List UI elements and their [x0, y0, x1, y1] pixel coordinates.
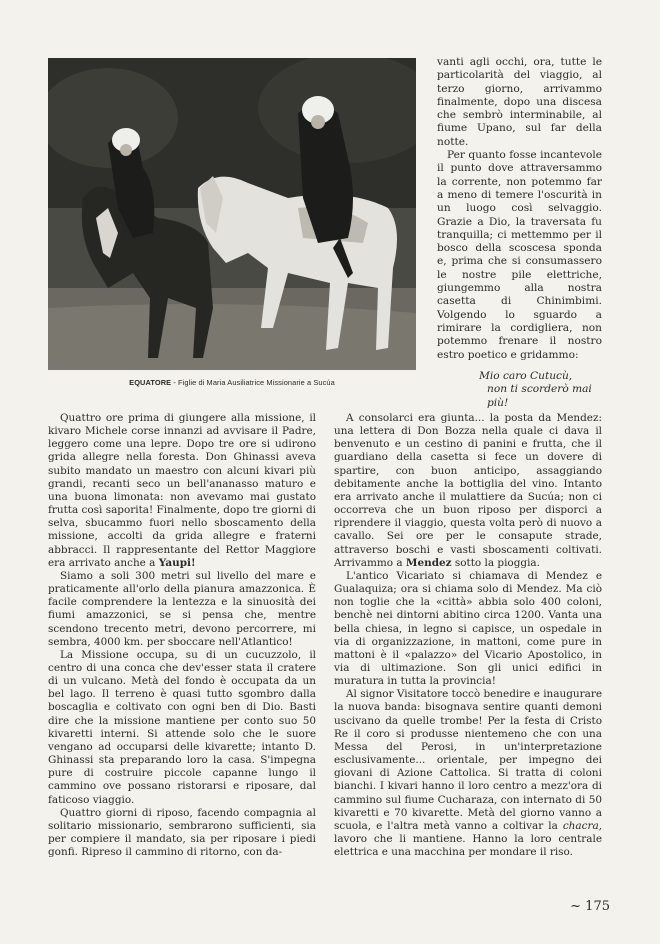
emphasis-chacra: chacra,	[562, 819, 602, 832]
paragraph: Quattro giorni di riposo, facendo compagnia al solitario missionario, sembrarono sufficienti, sia per compiere il mandato, sia per riposare i piedi gonfi. Ripreso il cammino di ritorno, con da-	[48, 806, 316, 859]
right-top-column	[437, 56, 602, 362]
paragraph: Per quanto fosse incantevole il punto dove attraversammo la corrente, non potemmo far a meno di temere l'oscurità in un luogo così selvaggio. Grazie a Dio, la traversata fu tranquilla; ci mettemmo per il bosco della scoscesa sponda e, prima che si consumassero le nostre pile elettriche, giungemmo alla nostra casetta di Chinimbimi. Volgendo lo sguardo a rimirare la cordigliera, non potemmo frenare il nostro estro poetico e gridammo:	[437, 149, 602, 361]
paragraph-text: Al signor Visitatore toccò benedire e inaugurare la nuova banda: bisognava sentire quanti demoni uscivano da quelle trombe! Per la festa di Cristo Re il coro si produsse nientemeno che con una Messa del Perosi, in un'interpretazione esclusivamente... orientale, per impegno dei giovani di Azione Cattolica. Si tratta di coloni bianchi. I kivari hanno il loro centro a mezz'ora di cammino sul fiume Cucharaza, con internato di 50 kivaretti e 70 kivarette. Metà del giorno vanno a scuola, e l'altra metà vanno a coltivar la	[334, 688, 602, 832]
photo-horses-nuns-icon	[48, 58, 416, 370]
photo-caption	[48, 378, 416, 387]
right-column	[334, 412, 602, 859]
paragraph-text: A consolarci era giunta... la posta da Mendez: una lettera di Don Bozza nella quale ci dava il benvenuto e un cestino di panini e frutta, che il guardiano della casetta si fece un dovere di spartire, con buon anticipo, assaggiando debitamente anche la bottiglia del vino. Intanto era arrivato anche il mulattiere da Sucúa; non ci occorreva che un buon riposo per disporci a riprendere il viaggio, questa volta però di nuovo a cavallo. Sei ore per le consapute strade, attraverso boschi e vasti sboscamenti coltivati. Arrivammo a	[334, 412, 602, 569]
paragraph	[48, 412, 316, 570]
paragraph: L'antico Vicariato si chiamava di Mendez e Gualaquiza; ora si chiama solo di Mendez. Ma ciò non toglie che la «città» abbia solo 400 coloni, benchè nei dintorni abitino circa 1200. Vanta una bella chiesa, in legno si capisce, un ospedale in via di organizzazione, in mattoni, come pure in mattoni è il «palazzo» del Vicario Apostolico, in via di ultimazione. Son gli unici edifici in muratura in tutta la provincia!	[334, 569, 602, 688]
paragraph	[334, 688, 602, 859]
paragraph-text: sotto la pioggia.	[451, 556, 540, 569]
poem	[437, 370, 602, 410]
caption-place: EQUATORE	[129, 378, 172, 387]
emphasis-yaupi: Yaupi!	[158, 556, 196, 569]
paragraph: Siamo a soli 300 metri sul livello del mare e praticamente all'orlo della pianura amazzonica. È facile comprendere la lentezza e la sinuosità dei fiumi amazzonici, se si pensa che, mentre scendono trecento metri, devono percorrere, mi sembra, 4000 km. per sboccare nell'Atlantico!	[48, 569, 316, 648]
left-column	[48, 412, 316, 859]
paragraph: La Missione occupa, su di un cucuzzolo, il centro di una conca che dev'esser stata il cratere di un vulcano. Metà del fondo è occupata da un bel lago. Il terreno è quasi tutto sgombro dalla boscaglia e coltivato con ogni ben di Dio. Basti dire che la missione mantiene per conto suo 50 kivaretti interni. Si attende solo che le suore vengano ad occuparsi delle kivarette; intanto D. Ghinassi sta preparando loro la casa. S'impegna pure di costruire piccole capanne lungo il cammino ove possano ristorarsi e riposare, dal faticoso viaggio.	[48, 648, 316, 806]
paragraph: vanti agli occhi, ora, tutte le particolarità del viaggio, al terzo giorno, arrivammo finalmente, dopo una discesa che sembrò interminabile, al fiume Upano, sul far della notte.	[437, 56, 602, 148]
paragraph-text: Quattro ore prima di giungere alla missione, il kivaro Michele corse innanzi ad avvisare il Padre, leggero come una lepre. Dopo tre ore si udirono grida allegre nella foresta. Don Ghinassi aveva subito mandato un maestro con alcuni kivari più grandi, recanti seco un bell'ananasso maturo e una buona limonata: non avevamo mai gustato frutta così saporita! Finalmente, dopo tre giorni di selva, sbucammo fuori nello sboscamento della missione, accolti da grida allegre e fraterni abbracci. Il rappresentante del Rettor Maggiore era arrivato anche a	[48, 412, 316, 569]
caption-text: - Figlie di Maria Ausiliatrice Missionarie a Sucúa	[171, 378, 335, 387]
photo-horses-nuns	[48, 58, 416, 370]
poem-line: non ti scorderò mai più!	[487, 383, 592, 409]
page-number: ~ 175	[570, 899, 610, 914]
paragraph	[334, 412, 602, 570]
poem-line: Mio caro Cutucù,	[479, 370, 573, 382]
paragraph-text: lavoro che li mantiene. Hanno la loro centrale elettrica e una macchina per mondare il riso.	[334, 833, 602, 859]
emphasis-mendez: Mendez	[405, 556, 452, 569]
